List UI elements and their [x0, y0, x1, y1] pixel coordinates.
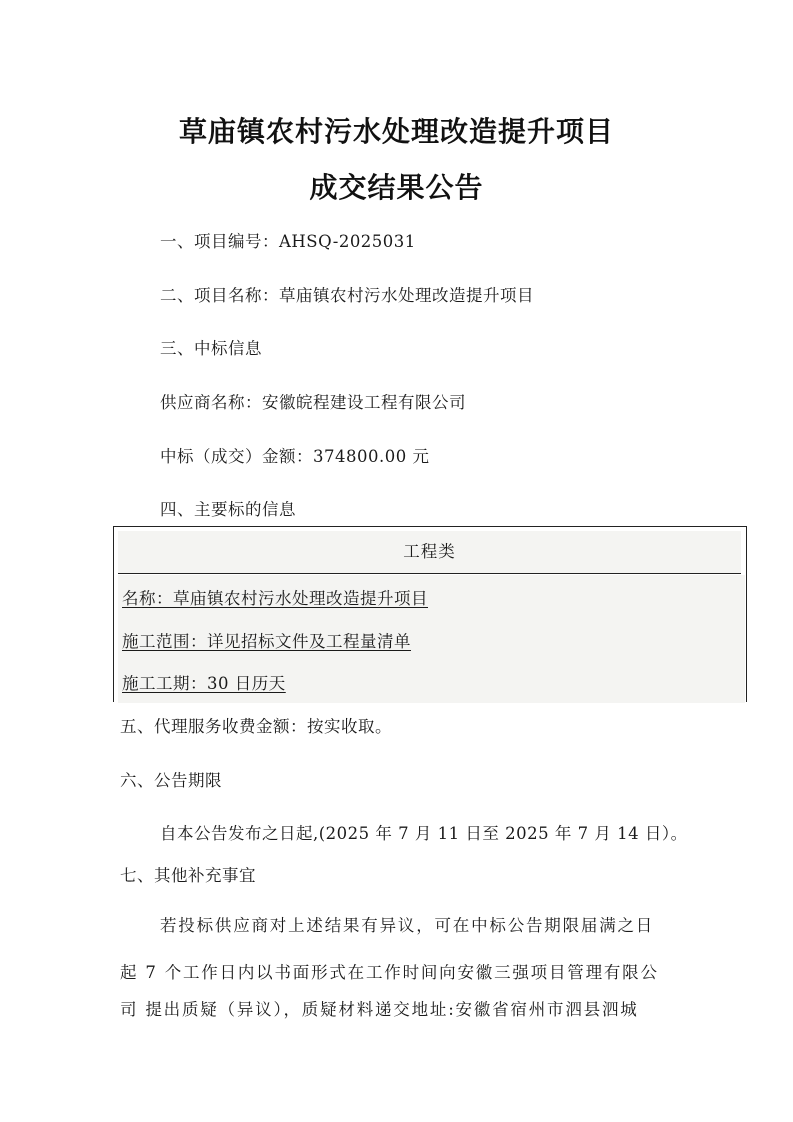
- paragraph-line: 司 提出质疑（异议），质疑材料递交地址:安徽省宿州市泗县泗城: [120, 1000, 639, 1019]
- document-title-line1: 草庙镇农村污水处理改造提升项目: [178, 115, 614, 148]
- agency-fee: 五、代理服务收费金额：按实收取。: [120, 717, 392, 736]
- notice-period: 自本公告发布之日起,(2025 年 7 月 11 日至 2025 年 7 月 14 日）。: [160, 824, 688, 843]
- table-row: 施工范围：详见招标文件及工程量清单: [122, 632, 411, 651]
- table-row: 施工工期：30 日历天: [122, 674, 286, 693]
- supplier-name: 供应商名称：安徽皖程建设工程有限公司: [160, 393, 466, 412]
- paragraph-line: 若投标供应商对上述结果有异议，可在中标公告期限届满之日: [160, 916, 655, 935]
- project-name: 二、项目名称：草庙镇农村污水处理改造提升项目: [160, 286, 534, 305]
- subject-info-table: [113, 526, 747, 702]
- notice-period-heading: 六、公告期限: [120, 771, 222, 790]
- document-title-line2: 成交结果公告: [309, 171, 484, 204]
- project-number: 一、项目编号：AHSQ-2025031: [160, 232, 416, 251]
- other-matters-heading: 七、其他补充事宜: [120, 866, 256, 885]
- table-body: [118, 575, 745, 703]
- award-info-heading: 三、中标信息: [160, 339, 262, 358]
- main-subject-heading: 四、主要标的信息: [160, 500, 296, 519]
- paragraph-line: 起 7 个工作日内以书面形式在工作时间向安徽三强项目管理有限公: [120, 963, 659, 982]
- table-header: 工程类: [118, 531, 741, 574]
- award-amount: 中标（成交）金额：374800.00 元: [160, 447, 430, 466]
- table-row: 名称：草庙镇农村污水处理改造提升项目: [122, 589, 428, 608]
